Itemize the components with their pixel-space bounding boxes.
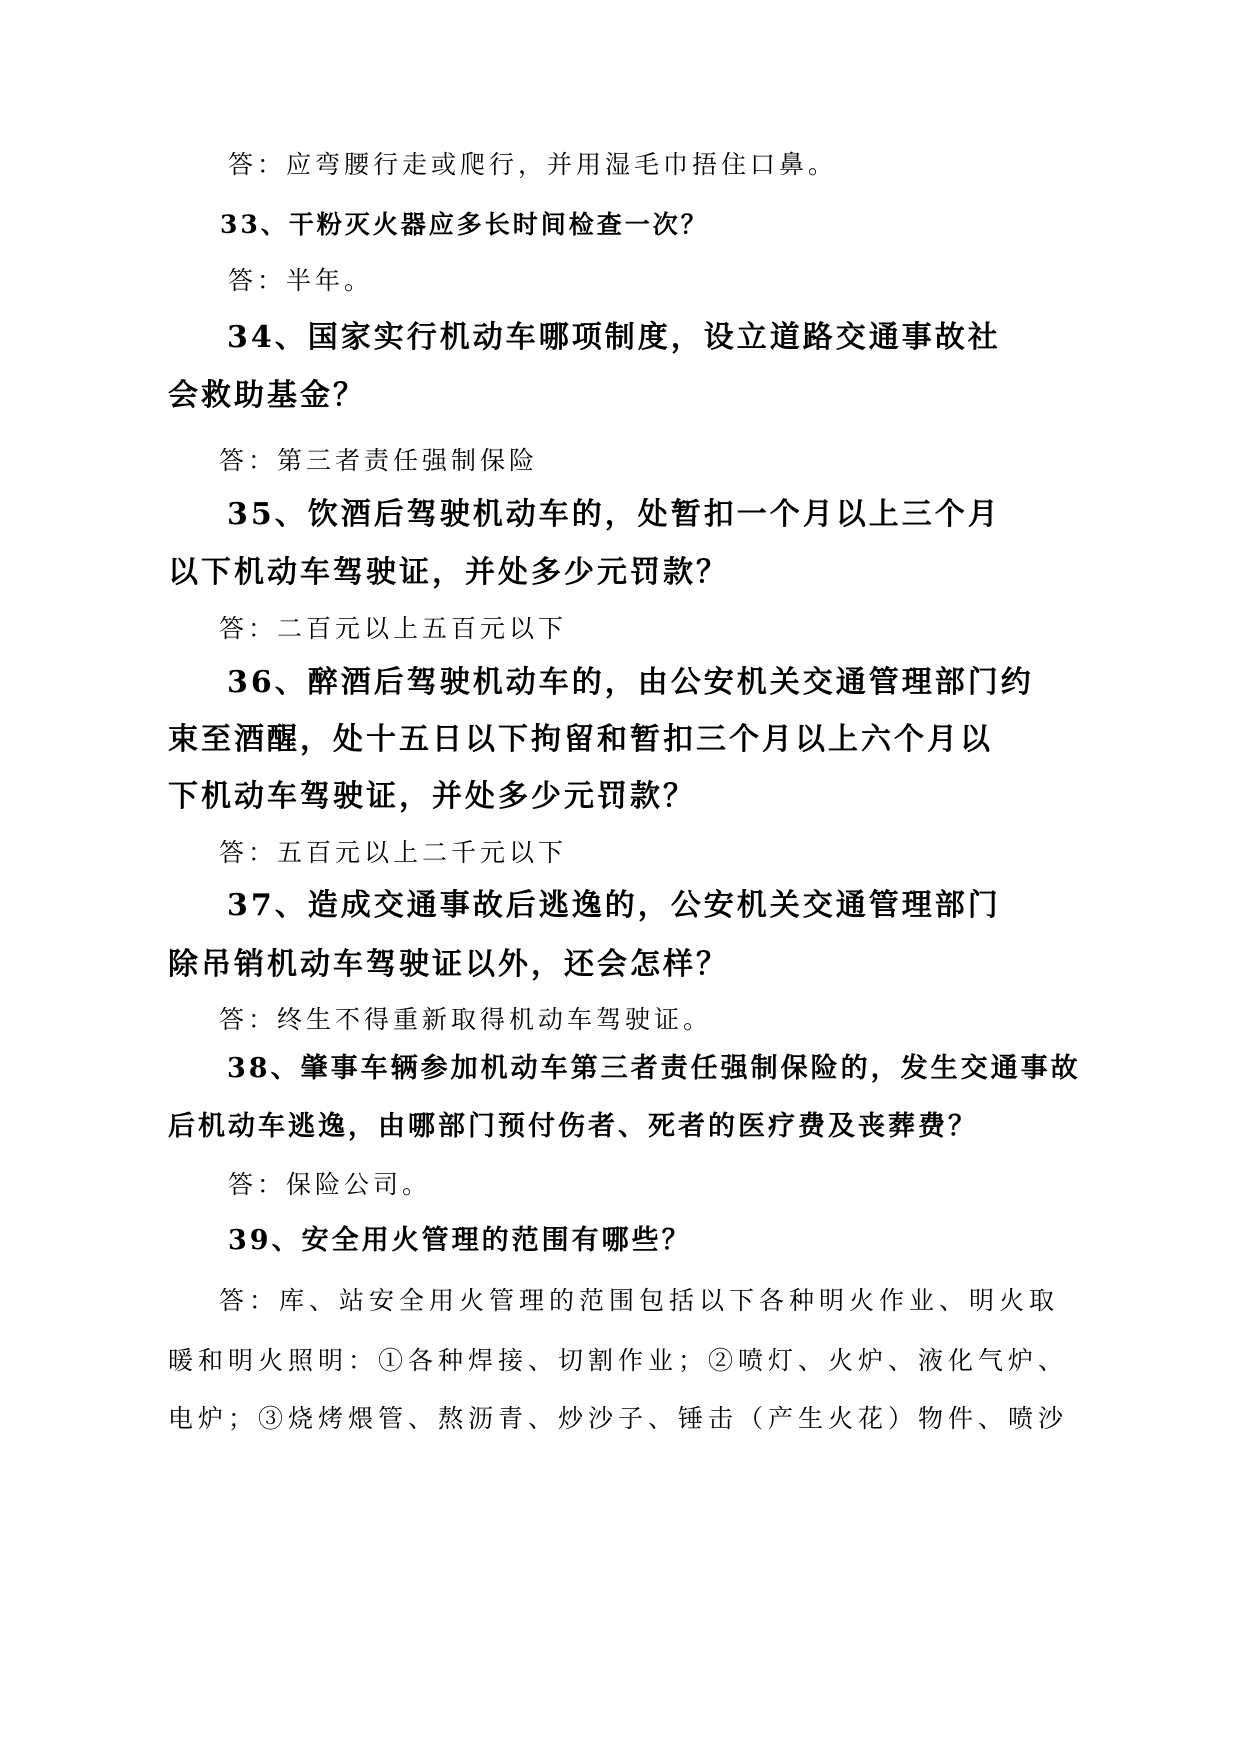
question-36-line-3: 下机动车驾驶证，并处多少元罚款？ xyxy=(168,779,696,814)
answer-34: 答：第三者责任强制保险 xyxy=(219,446,539,475)
question-37-line-2: 除吊销机动车驾驶证以外，还会怎样？ xyxy=(168,947,729,982)
question-33: 33、干粉灭火器应多长时间检查一次？ xyxy=(220,210,709,239)
question-36-line-2: 束至酒醒，处十五日以下拘留和暂扣三个月以上六个月以 xyxy=(168,722,993,757)
answer-36: 答：五百元以上二千元以下 xyxy=(219,838,568,867)
question-39: 39、安全用火管理的范围有哪些？ xyxy=(228,1225,692,1256)
question-35-line-2: 以下机动车驾驶证，并处多少元罚款？ xyxy=(168,555,729,590)
question-36-line-1: 36、醉酒后驾驶机动车的，由公安机关交通管理部门约 xyxy=(227,665,1034,700)
answer-33: 答：半年。 xyxy=(228,266,374,295)
question-38-line-2: 后机动车逃逸，由哪部门预付伤者、死者的医疗费及丧葬费？ xyxy=(168,1111,978,1142)
answer-32: 答：应弯腰行走或爬行，并用湿毛巾捂住口鼻。 xyxy=(228,150,838,179)
answer-37: 答：终生不得重新取得机动车驾驶证。 xyxy=(219,1005,713,1034)
answer-39-line-3: 电炉；③烧烤煨管、熬沥青、炒沙子、锤击（产生火花）物件、喷沙 xyxy=(168,1404,1069,1433)
question-38-line-1: 38、肇事车辆参加机动车第三者责任强制保险的，发生交通事故 xyxy=(227,1053,1081,1084)
answer-39-line-2: 暖和明火照明：①各种焊接、切割作业；②喷灯、火炉、液化气炉、 xyxy=(168,1346,1069,1375)
answer-35: 答：二百元以上五百元以下 xyxy=(219,614,568,643)
question-34-line-2: 会救助基金？ xyxy=(168,378,366,413)
question-34-line-1: 34、国家实行机动车哪项制度，设立道路交通事故社 xyxy=(227,320,1001,355)
answer-38: 答：保险公司。 xyxy=(228,1170,432,1199)
answer-39-line-1: 答：库、站安全用火管理的范围包括以下各种明火作业、明火取 xyxy=(219,1286,1060,1315)
question-35-line-1: 35、饮酒后驾驶机动车的，处暂扣一个月以上三个月 xyxy=(227,497,1001,532)
question-37-line-1: 37、造成交通事故后逃逸的，公安机关交通管理部门 xyxy=(227,888,1001,923)
